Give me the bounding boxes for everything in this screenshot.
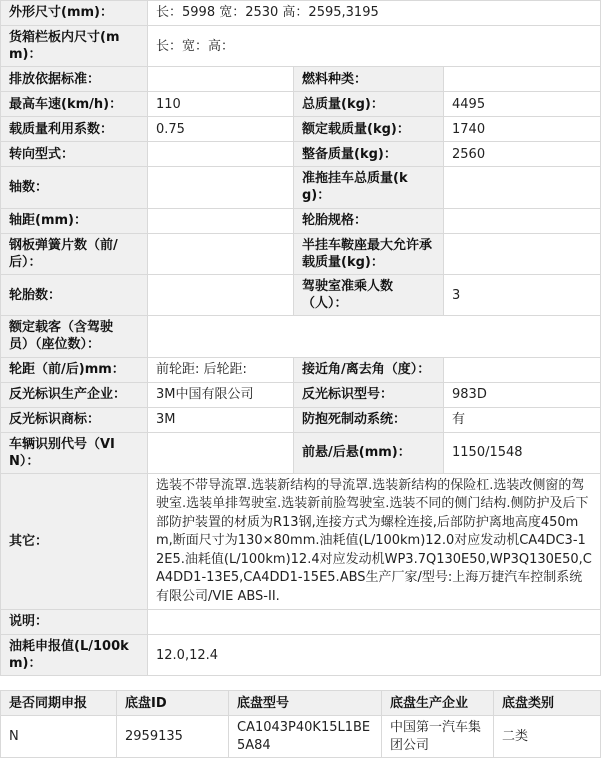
spec-row xyxy=(1,208,601,233)
spec-label: 轴距(mm)： xyxy=(1,208,148,233)
spec-value xyxy=(148,316,601,357)
spec-label: 半挂车鞍座最大允许承载质量(kg)： xyxy=(294,233,444,274)
spec-table-body xyxy=(1,1,601,676)
spec-label: 外形尺寸(mm)： xyxy=(1,1,148,26)
spec-value xyxy=(148,142,294,167)
spec-row xyxy=(1,233,601,274)
chassis-header-row xyxy=(1,691,601,716)
chassis-cell: N xyxy=(1,716,117,757)
spec-label: 其它： xyxy=(1,473,148,609)
chassis-cell: 2959135 xyxy=(117,716,229,757)
chassis-table xyxy=(0,690,601,757)
spec-value: 0.75 xyxy=(148,117,294,142)
spec-label: 车辆识别代号（VIN）： xyxy=(1,432,148,473)
spec-value: 选装不带导流罩.选装新结构的导流罩.选装新结构的保险杠.选装改侧窗的驾驶室.选装单排驾驶室.选装新前脸驾驶室.选装不同的侧门结构.侧防护及后下部防护装置的材质为R13钢,连接方式为螺栓连接,后部防护离地高度450mm,断面尺寸为130×80mm.油耗值(L/100km)12.0对应发动机CA4DC3-12E5.油耗值(L/100km)12.4对应发动机WP3.7Q130E50,WP3Q130E50,CA4DD1-13E5,CA4DD1-15E5.ABS生产厂家/型号:上海万捷汽车控制系统有限公司/VIE ABS-II. xyxy=(148,473,601,609)
spec-value: 有 xyxy=(444,407,601,432)
spec-row xyxy=(1,167,601,208)
spec-label: 准拖挂车总质量(kg)： xyxy=(294,167,444,208)
spec-row xyxy=(1,432,601,473)
spec-value xyxy=(444,233,601,274)
spec-value xyxy=(444,357,601,382)
spec-row xyxy=(1,635,601,676)
spec-value: 3 xyxy=(444,274,601,315)
spec-row xyxy=(1,382,601,407)
spec-label: 排放依据标准： xyxy=(1,67,148,92)
spec-row xyxy=(1,142,601,167)
spec-label: 前悬/后悬(mm)： xyxy=(294,432,444,473)
spec-label: 整备质量(kg)： xyxy=(294,142,444,167)
spec-row xyxy=(1,117,601,142)
spec-value xyxy=(444,208,601,233)
spec-value xyxy=(148,274,294,315)
chassis-header-cell: 底盘生产企业 xyxy=(382,691,494,716)
spec-value xyxy=(148,233,294,274)
spec-value: 3M xyxy=(148,407,294,432)
spec-value xyxy=(444,67,601,92)
spec-label: 额定载质量(kg)： xyxy=(294,117,444,142)
spec-label: 燃料种类： xyxy=(294,67,444,92)
chassis-cell: 二类 xyxy=(494,716,601,757)
spec-value xyxy=(148,208,294,233)
spec-value: 长：5998 宽：2530 高：2595,3195 xyxy=(148,1,601,26)
spec-row xyxy=(1,274,601,315)
chassis-cell: CA1043P40K15L1BE5A84 xyxy=(229,716,382,757)
spec-label: 货箱栏板内尺寸(mm)： xyxy=(1,26,148,67)
spec-value: 12.0,12.4 xyxy=(148,635,601,676)
spec-label: 反光标识型号： xyxy=(294,382,444,407)
spec-row xyxy=(1,92,601,117)
spec-row xyxy=(1,1,601,26)
spec-value: 前轮距: 后轮距: xyxy=(148,357,294,382)
spec-value: 3M中国有限公司 xyxy=(148,382,294,407)
spec-label: 防抱死制动系统： xyxy=(294,407,444,432)
spec-value xyxy=(148,67,294,92)
spec-value: 4495 xyxy=(444,92,601,117)
spec-label: 反光标识商标： xyxy=(1,407,148,432)
spec-label: 载质量利用系数： xyxy=(1,117,148,142)
chassis-header-cell: 底盘类别 xyxy=(494,691,601,716)
spec-value: 1740 xyxy=(444,117,601,142)
spec-label: 轮距（前/后)mm： xyxy=(1,357,148,382)
spec-value: 长：宽：高： xyxy=(148,26,601,67)
spec-value: 2560 xyxy=(444,142,601,167)
spec-label: 转向型式： xyxy=(1,142,148,167)
spec-row xyxy=(1,407,601,432)
spec-label: 接近角/离去角（度）： xyxy=(294,357,444,382)
spec-label: 油耗申报值(L/100km)： xyxy=(1,635,148,676)
spec-label: 最高车速(km/h)： xyxy=(1,92,148,117)
spec-value: 983D xyxy=(444,382,601,407)
spec-label: 额定载客（含驾驶员）（座位数）： xyxy=(1,316,148,357)
spec-row xyxy=(1,473,601,609)
spec-value xyxy=(148,167,294,208)
chassis-header-cell: 底盘型号 xyxy=(229,691,382,716)
spec-value xyxy=(148,432,294,473)
spec-label: 轴数： xyxy=(1,167,148,208)
spec-label: 驾驶室准乘人数（人）： xyxy=(294,274,444,315)
chassis-header-cell: 是否同期申报 xyxy=(1,691,117,716)
spec-value: 110 xyxy=(148,92,294,117)
spec-label: 轮胎规格： xyxy=(294,208,444,233)
spec-row xyxy=(1,26,601,67)
spec-value xyxy=(444,167,601,208)
spec-row xyxy=(1,316,601,357)
chassis-table-body xyxy=(1,716,601,757)
spec-label: 总质量(kg)： xyxy=(294,92,444,117)
spec-label: 钢板弹簧片数（前/后）： xyxy=(1,233,148,274)
spec-row xyxy=(1,357,601,382)
chassis-cell: 中国第一汽车集团公司 xyxy=(382,716,494,757)
chassis-row xyxy=(1,716,601,757)
spec-label: 轮胎数： xyxy=(1,274,148,315)
spec-label: 说明： xyxy=(1,610,148,635)
spec-value xyxy=(148,610,601,635)
chassis-header-cell: 底盘ID xyxy=(117,691,229,716)
spec-row xyxy=(1,610,601,635)
spec-row xyxy=(1,67,601,92)
spec-label: 反光标识生产企业： xyxy=(1,382,148,407)
spec-value: 1150/1548 xyxy=(444,432,601,473)
